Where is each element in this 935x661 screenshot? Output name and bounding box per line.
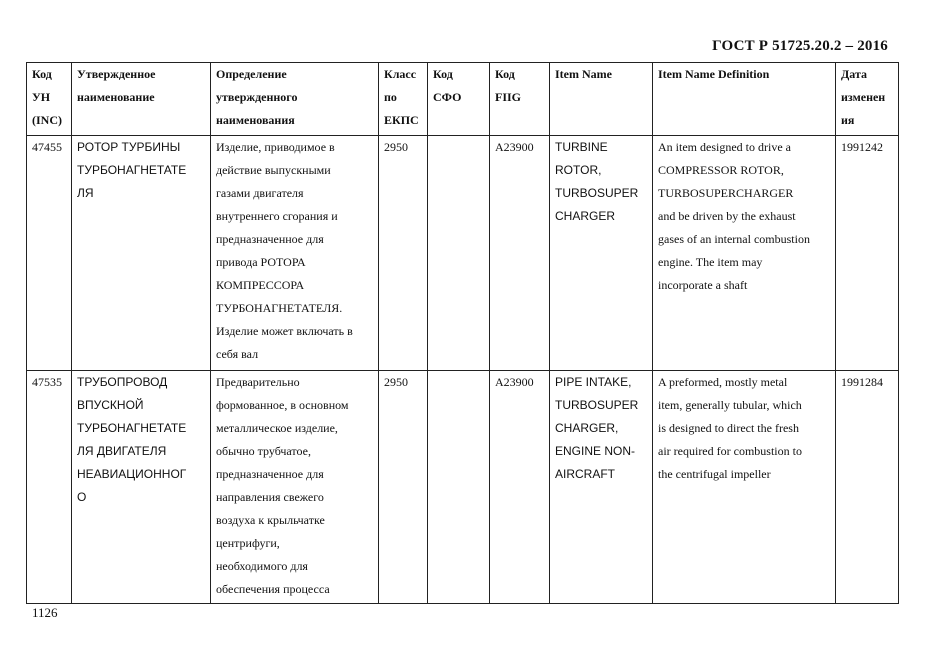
column-header-fiig: Код FIIG [490, 63, 550, 136]
cell-item-name-definition: A preformed, mostly metal item, generally tubular, which is designed to direct the fresh air required for combustion to the centrifugal impeller [653, 371, 836, 604]
cell-definition: Изделие, приводимое в действие выпускными газами двигателя внутреннего сгорания и предназначенное для привода РОТОРА КОМПРЕССОРА ТУРБОНАГНЕТАТЕЛЯ. Изделие может включать в себя вал [211, 136, 379, 371]
column-header-class: Класс по ЕКПС [379, 63, 428, 136]
page-number: 1126 [32, 605, 58, 620]
table-header-row [27, 63, 899, 136]
catalog-table [26, 62, 899, 604]
column-header-change-date: Дата изменен ия [836, 63, 899, 136]
column-header-inc: Код УН (INC) [27, 63, 72, 136]
column-header-sfo: Код СФО [428, 63, 490, 136]
cell-sfo [428, 136, 490, 371]
cell-fiig: A23900 [490, 136, 550, 371]
column-header-definition: Определение утвержденного наименования [211, 63, 379, 136]
cell-class: 2950 [379, 371, 428, 604]
cell-fiig: A23900 [490, 371, 550, 604]
column-header-approved-name: Утвержденное наименование [72, 63, 211, 136]
cell-inc: 47455 [27, 136, 72, 371]
cell-class: 2950 [379, 136, 428, 371]
cell-item-name: TURBINE ROTOR, TURBOSUPER CHARGER [550, 136, 653, 371]
table-row [27, 136, 899, 371]
cell-item-name-definition: An item designed to drive a COMPRESSOR ROTOR, TURBOSUPERCHARGER and be driven by the exhaust gases of an internal combustion engine. The item may incorporate a shaft [653, 136, 836, 371]
cell-approved-name: ТРУБОПРОВОД ВПУСКНОЙ ТУРБОНАГНЕТАТЕ ЛЯ ДВИГАТЕЛЯ НЕАВИАЦИОННОГ О [72, 371, 211, 604]
cell-definition: Предварительно формованное, в основном металлическое изделие, обычно трубчатое, предназначенное для направления свежего воздуха к крыльчатке центрифуги, необходимого для обеспечения процесса [211, 371, 379, 604]
cell-approved-name: РОТОР ТУРБИНЫ ТУРБОНАГНЕТАТЕ ЛЯ [72, 136, 211, 371]
column-header-item-name-definition: Item Name Definition [653, 63, 836, 136]
cell-change-date: 1991242 [836, 136, 899, 371]
document-standard-header: ГОСТ Р 51725.20.2 – 2016 [712, 38, 888, 54]
table-row [27, 371, 899, 604]
cell-item-name: PIPE INTAKE, TURBOSUPER CHARGER, ENGINE NON- AIRCRAFT [550, 371, 653, 604]
cell-inc: 47535 [27, 371, 72, 604]
cell-sfo [428, 371, 490, 604]
cell-change-date: 1991284 [836, 371, 899, 604]
column-header-item-name: Item Name [550, 63, 653, 136]
